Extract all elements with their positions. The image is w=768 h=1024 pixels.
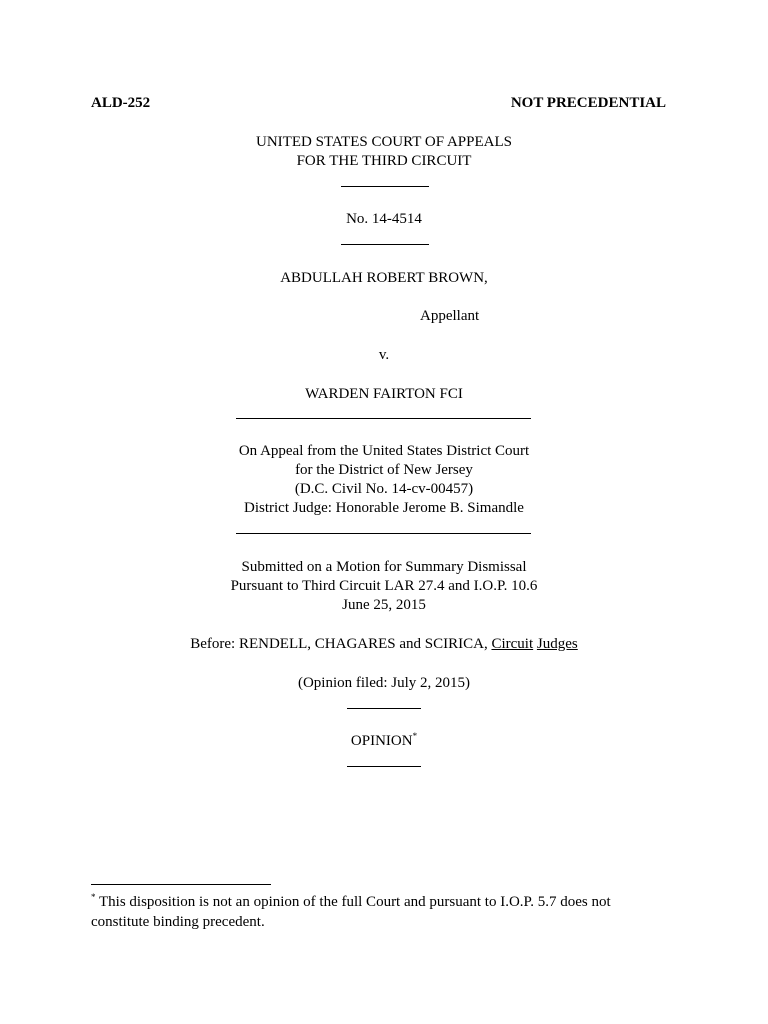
separator-rule [341, 244, 429, 245]
panel-title-word1: Circuit [491, 636, 534, 652]
appeal-info-line1: On Appeal from the United States District Court [238, 443, 530, 459]
separator-rule [341, 186, 429, 187]
separator-rule [236, 533, 531, 534]
separator-rule [347, 766, 421, 767]
appeal-info-line4: District Judge: Honorable Jerome B. Simandle [244, 500, 524, 516]
panel-title-word2: Judges [536, 636, 578, 652]
court-name-line1: UNITED STATES COURT OF APPEALS [256, 134, 512, 150]
versus: v. [378, 347, 390, 363]
appeal-info-line3: (D.C. Civil No. 14-cv-00457) [294, 481, 474, 497]
submission-date: June 25, 2015 [342, 597, 426, 613]
separator-rule [347, 708, 421, 709]
footnote-text-line1: This disposition is not an opinion of the full Court and pursuant to I.O.P. 5.7 does not [98, 894, 611, 910]
case-number: No. 14-4514 [346, 211, 422, 227]
submission-line2: Pursuant to Third Circuit LAR 27.4 and I.O.P. 10.6 [230, 578, 538, 594]
appellant-role: Appellant [420, 308, 480, 324]
footnote-line1 [91, 893, 611, 912]
appeal-info-line2: for the District of New Jersey [295, 462, 473, 478]
footnote-marker: * [91, 892, 96, 902]
precedential-status: NOT PRECEDENTIAL [510, 95, 666, 111]
opinion-filed: (Opinion filed: July 2, 2015) [297, 675, 471, 691]
opinion-heading-text: OPINION [350, 733, 413, 749]
footnote-line2: constitute binding precedent. [91, 914, 265, 930]
opinion-heading [0, 732, 768, 751]
panel-line [0, 635, 768, 654]
appellee-name: WARDEN FAIRTON FCI [305, 386, 463, 402]
appellant-name: ABDULLAH ROBERT BROWN, [280, 270, 488, 286]
submission-line1: Submitted on a Motion for Summary Dismissal [241, 559, 527, 575]
docket-code: ALD-252 [91, 95, 151, 111]
separator-rule [236, 418, 531, 419]
court-name-line2: FOR THE THIRD CIRCUIT [296, 153, 472, 169]
footnote-reference: * [412, 731, 418, 741]
panel-prefix: Before: RENDELL, CHAGARES and SCIRICA, [190, 636, 488, 652]
footnote-separator [91, 884, 271, 885]
